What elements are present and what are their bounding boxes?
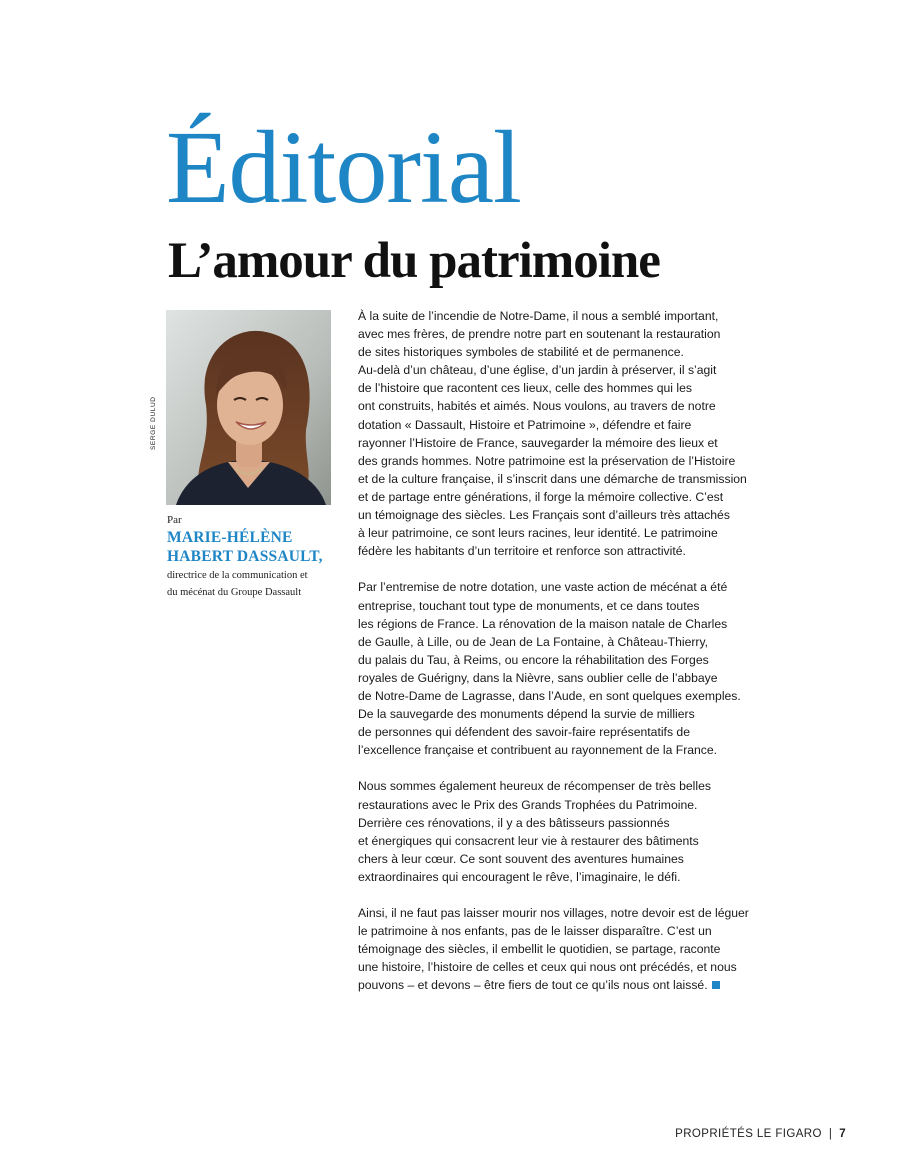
article-paragraph-4-text: Ainsi, il ne faut pas laisser mourir nos villages, notre devoir est de léguer le patrimoine à nos enfants, pas de le laisser disparaître. C’est un témoignage des siècles, il embellit le quotidien, se partage, raconte une histoire, l’histoire de celles et ceux qui nous ont précédés, et nous pouvons – et devons – être fiers de tout ce qu’ils nous ont laissé. — [358, 906, 749, 993]
end-square-icon — [712, 981, 720, 989]
article-paragraph-4 — [358, 904, 818, 994]
byline-prefix: Par — [167, 514, 182, 526]
article-subtitle: L’amour du patrimoine — [168, 233, 660, 289]
photo-credit: SERGE DULUD — [150, 396, 157, 450]
footer-separator: | — [828, 1128, 833, 1140]
article-body — [358, 307, 818, 1013]
byline — [167, 514, 347, 601]
page-footer — [675, 1128, 846, 1140]
editorial-title: Éditorial — [166, 110, 521, 225]
article-paragraph-1: À la suite de l’incendie de Notre-Dame, il nous a semblé important, avec mes frères, de prendre notre part en soutenant la restauration de sites historiques symboles de stabilité et de permanence. Au-delà d’un château, d’une église, d’un jardin à préserver, il s’agit de l’histoire que racontent ces lieux, celle des hommes qui les ont construits, habités et aimés. Nous voulons, au travers de notre dotation « Dassault, Histoire et Patrimoine », défendre et faire rayonner l’Histoire de France, sauvegarder la mémoire des lieux et des grands hommes. Notre patrimoine est la préservation de l’Histoire et de la culture française, il s’inscrit dans une démarche de transmission et de partage entre générations, il forge la mémoire collective. C’est un témoignage des siècles. Les Français sont d’ailleurs très attachés à leur patrimoine, ce sont leurs racines, leur identité. Le patrimoine fédère les habitants d’un territoire et renforce son attractivité. — [358, 309, 747, 559]
author-name — [167, 528, 347, 566]
article-paragraph-3: Nous sommes également heureux de récompenser de très belles restaurations avec le Prix des Grands Trophées du Patrimoine. Derrière ces rénovations, il y a des bâtisseurs passionnés et énergiques qui consacrent leur vie à restaurer des bâtiments chers à leur cœur. Ce sont souvent des aventures humaines extraordinaires qui encouragent le rêve, l’imaginaire, le défi. — [358, 779, 711, 884]
article-paragraph-2: Par l’entremise de notre dotation, une vaste action de mécénat a été entreprise, touchant tout type de monuments, et ce dans toutes les régions de France. La rénovation de la maison natale de Charles de Gaulle, à Lille, ou de Jean de La Fontaine, à Château-Thierry, du palais du Tau, à Reims, ou encore la réhabilitation des Forges royales de Guérigny, dans la Nièvre, sans oublier celle de l’abbaye de Notre-Dame de Lagrasse, dans l’Aude, en sont quelques exemples. De la sauvegarde des monuments dépend la survie de milliers de personnes qui défendent des savoir-faire représentatifs de l’excellence française et contribuent au rayonnement de la France. — [358, 580, 741, 758]
page-number: 7 — [839, 1128, 846, 1140]
publication-name: PROPRIÉTÉS LE FIGARO — [675, 1128, 822, 1140]
author-name-line1: MARIE-HÉLÈNE — [167, 529, 293, 546]
author-name-line2: HABERT DASSAULT, — [167, 548, 323, 565]
author-portrait — [166, 310, 331, 505]
author-role: directrice de la communication et du mécénat du Groupe Dassault — [167, 570, 308, 598]
